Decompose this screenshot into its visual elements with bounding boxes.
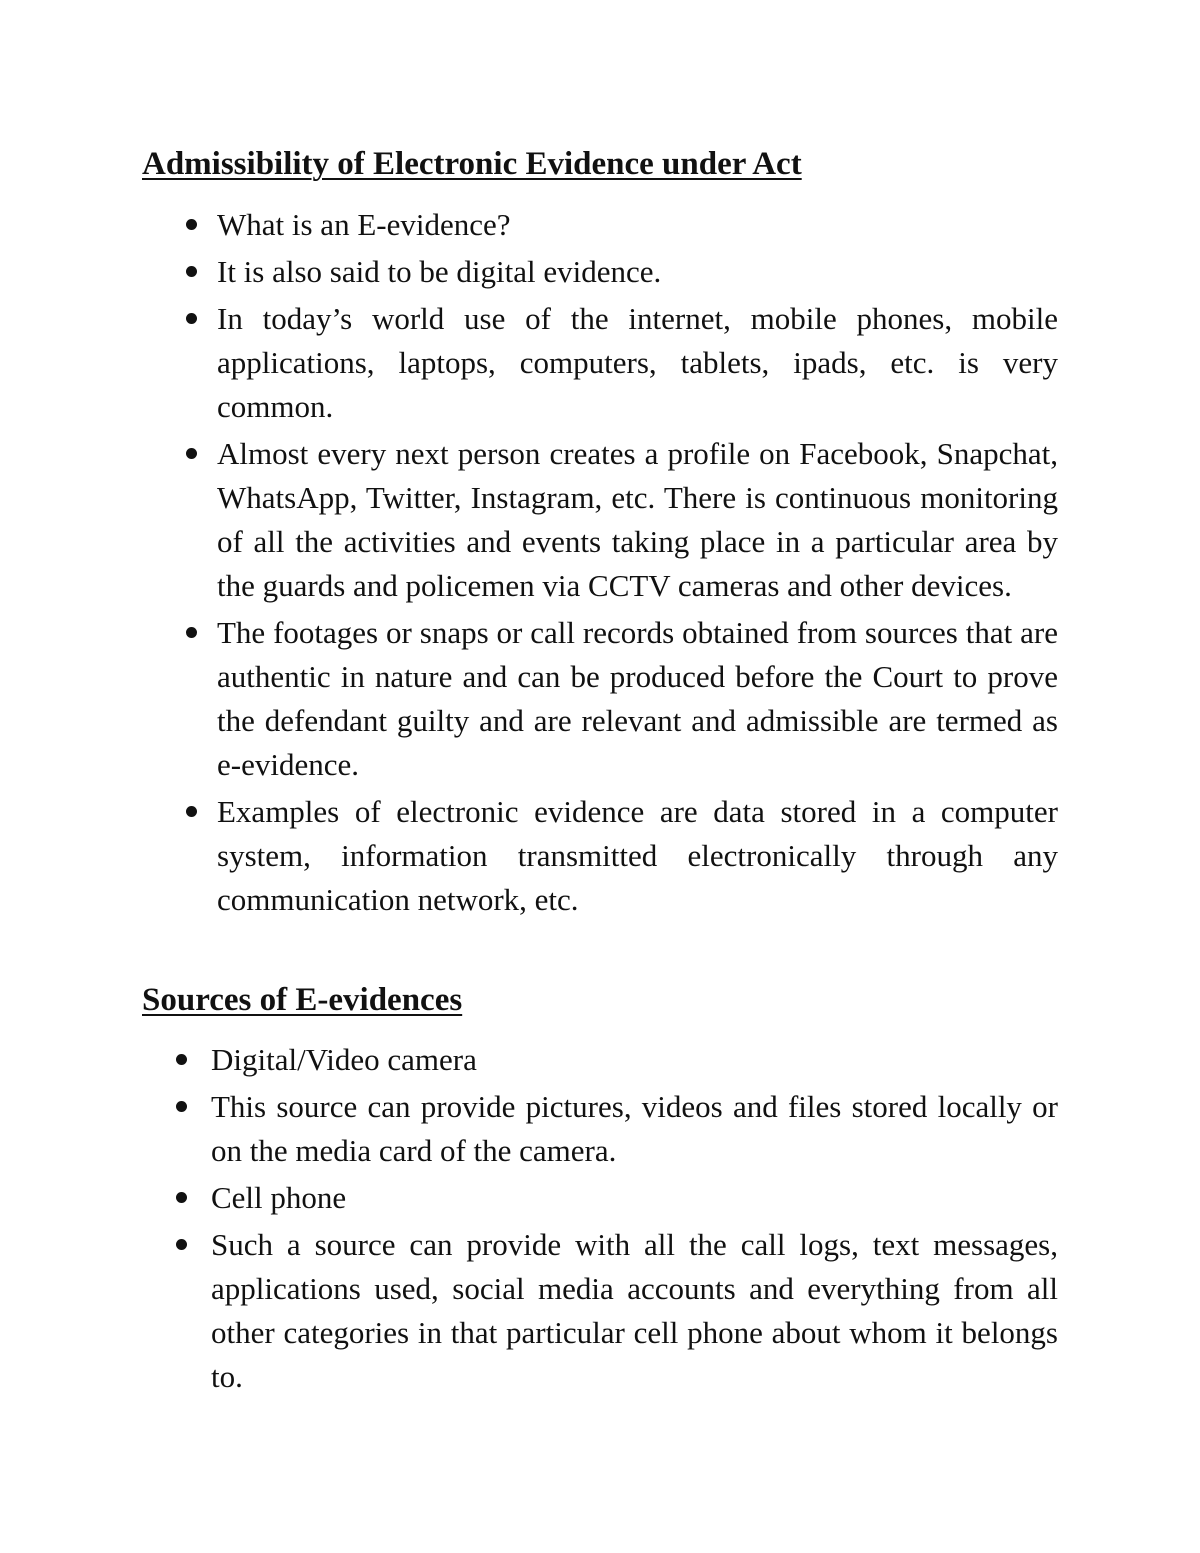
list-item-text: In today’s world use of the internet, mobile phones, mobile applications, laptops, computers, tablets, ipads, etc. is very common. bbox=[217, 301, 1058, 424]
sources-bullet-list bbox=[211, 1038, 1058, 1402]
bullet-icon bbox=[176, 1054, 187, 1065]
list-item-text: Almost every next person creates a profile on Facebook, Snapchat, WhatsApp, Twitter, Instagram, etc. There is continuous monitoring of all the activities and events taking place in a particular area by the guards and policemen via CCTV cameras and other devices. bbox=[217, 436, 1058, 603]
section-heading-sources: Sources of E-evidences bbox=[142, 982, 463, 1018]
bullet-icon bbox=[186, 806, 197, 817]
list-item-text: Such a source can provide with all the call logs, text messages, applications used, social media accounts and everything from all other categories in that particular cell phone about whom it belongs to. bbox=[211, 1227, 1058, 1394]
bullet-icon bbox=[186, 219, 197, 230]
bullet-icon bbox=[176, 1101, 187, 1112]
list-item bbox=[211, 1085, 1058, 1173]
bullet-icon bbox=[186, 313, 197, 324]
list-item bbox=[217, 203, 1058, 247]
list-item-text: Cell phone bbox=[211, 1180, 347, 1215]
bullet-icon bbox=[186, 627, 197, 638]
list-item-text: This source can provide pictures, videos and files stored locally or on the media card of the camera. bbox=[211, 1089, 1058, 1168]
section-heading-admissibility: Admissibility of Electronic Evidence under Act bbox=[142, 146, 802, 182]
list-item-text: The footages or snaps or call records obtained from sources that are authentic in nature and can be produced before the Court to prove the defendant guilty and are relevant and admissible are termed as e-evidence. bbox=[217, 615, 1058, 782]
bullet-icon bbox=[186, 266, 197, 277]
list-item-text: Digital/Video camera bbox=[211, 1042, 477, 1077]
list-item-text: What is an E-evidence? bbox=[217, 207, 511, 242]
list-item bbox=[211, 1038, 1058, 1082]
bullet-icon bbox=[176, 1239, 187, 1250]
list-item-text: Examples of electronic evidence are data stored in a computer system, information transmitted electronically through any communication network, etc. bbox=[217, 794, 1058, 917]
bullet-icon bbox=[186, 448, 197, 459]
list-item bbox=[217, 297, 1058, 429]
list-item bbox=[211, 1176, 1058, 1220]
list-item bbox=[217, 432, 1058, 608]
admissibility-bullet-list bbox=[217, 203, 1058, 925]
list-item bbox=[217, 250, 1058, 294]
list-item bbox=[217, 611, 1058, 787]
list-item bbox=[211, 1223, 1058, 1399]
bullet-icon bbox=[176, 1192, 187, 1203]
list-item-text: It is also said to be digital evidence. bbox=[217, 254, 662, 289]
list-item bbox=[217, 790, 1058, 922]
